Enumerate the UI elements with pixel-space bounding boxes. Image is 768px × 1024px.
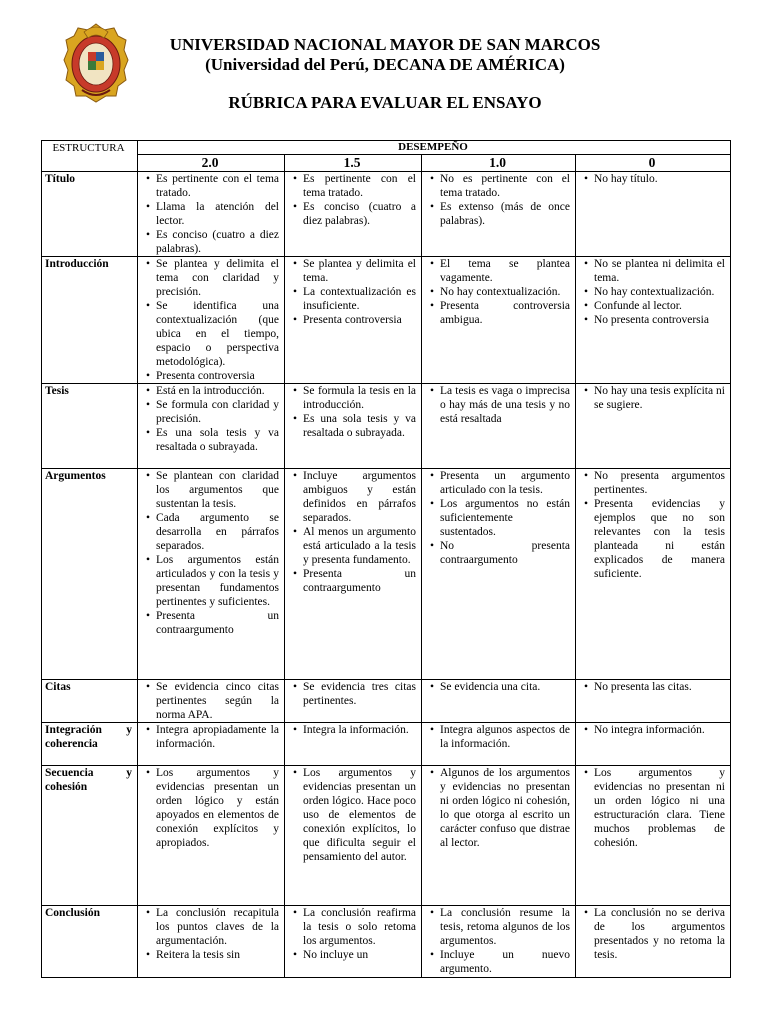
descriptor-cell [422,172,576,257]
descriptor-item: • No presenta contraargumento [440,539,570,567]
descriptor-list [288,723,416,737]
descriptor-cell [576,766,731,906]
descriptor-item: • Presenta un contraargumento [303,567,416,595]
table-row [42,384,731,469]
descriptor-cell [422,766,576,906]
descriptor-item: • No presenta argumentos pertinentes. [594,469,725,497]
descriptor-cell [138,384,285,469]
descriptor-list [141,257,279,383]
descriptor-cell [576,469,731,680]
descriptor-item: • Integra algunos aspectos de la información. [440,723,570,751]
criterion-cell: Tesis [42,384,138,469]
table-row [42,257,731,384]
descriptor-list [425,680,570,694]
document-title: RÚBRICA PARA EVALUAR EL ENSAYO [228,93,542,112]
table-row [42,723,731,766]
score-header-row [42,155,731,172]
descriptor-item: • Se plantea y delimita el tema. [303,257,416,285]
score-header: 1.0 [422,155,576,172]
university-seal-logo [60,20,132,106]
descriptor-item: • Se plantea y delimita el tema con claridad y precisión. [156,257,279,299]
descriptor-cell [138,172,285,257]
descriptor-cell [138,257,285,384]
descriptor-list [579,257,725,327]
descriptor-list [288,680,416,708]
descriptor-item: • Se evidencia cinco citas pertinentes según la norma APA. [156,680,279,722]
rubric-body [42,172,731,978]
descriptor-item: • No incluye un [303,948,416,962]
descriptor-item: • Los argumentos y evidencias presentan un orden lógico y están apoyados en elementos de conexión explícitos y apropiados. [156,766,279,850]
descriptor-list [579,384,725,412]
criterion-cell: Argumentos [42,469,138,680]
descriptor-cell [576,680,731,723]
descriptor-item: • Se formula con claridad y precisión. [156,398,279,426]
descriptor-item: • Los argumentos y evidencias no presentan ni un orden lógico ni una estructuración clara. Tiene muchos problemas de cohesión. [594,766,725,850]
descriptor-item: • Se plantean con claridad los argumentos que sustentan la tesis. [156,469,279,511]
descriptor-item: • No hay contextualización. [440,285,570,299]
header-row [42,141,731,155]
descriptor-item: • Los argumentos y evidencias presentan un orden lógico. Hace poco uso de elementos de conexión explícitos, lo que dificulta seguir el pensamiento del autor. [303,766,416,864]
descriptor-item: • Es extenso (más de once palabras). [440,200,570,228]
descriptor-item: • Está en la introducción. [156,384,279,398]
descriptor-item: • No hay título. [594,172,725,186]
descriptor-item: • No se plantea ni delimita el tema. [594,257,725,285]
descriptor-list [579,172,725,186]
descriptor-list [579,469,725,581]
descriptor-item: • Incluye argumentos ambiguos y están definidos en párrafos separados. [303,469,416,525]
descriptor-item: • Es conciso (cuatro a diez palabras). [303,200,416,228]
descriptor-item: • Integra la información. [303,723,416,737]
descriptor-list [141,723,279,751]
descriptor-list [288,384,416,440]
descriptor-item: • Llama la atención del lector. [156,200,279,228]
table-row [42,680,731,723]
descriptor-item: • No es pertinente con el tema tratado. [440,172,570,200]
criterion-cell: Introducción [42,257,138,384]
descriptor-item: • Reitera la tesis sin [156,948,279,962]
university-subtitle: (Universidad del Perú, DECANA DE AMÉRICA) [205,55,565,74]
descriptor-item: • No presenta las citas. [594,680,725,694]
descriptor-item: • Incluye un nuevo argumento. [440,948,570,976]
descriptor-cell [285,384,422,469]
descriptor-cell [138,680,285,723]
descriptor-cell [422,723,576,766]
descriptor-list [288,469,416,595]
descriptor-list [425,172,570,228]
descriptor-item: • Presenta controversia [156,369,279,383]
descriptor-item: • La conclusión resume la tesis, retoma algunos de los argumentos. [440,906,570,948]
descriptor-list [425,906,570,976]
performance-header: DESEMPEÑO [138,141,731,155]
descriptor-cell [576,172,731,257]
descriptor-item: • Cada argumento se desarrolla en párrafos separados. [156,511,279,553]
descriptor-item: • Presenta un argumento articulado con la tesis. [440,469,570,497]
descriptor-list [288,906,416,962]
descriptor-item: • No integra información. [594,723,725,737]
table-row [42,469,731,680]
descriptor-list [141,469,279,637]
descriptor-item: • La tesis es vaga o imprecisa o hay más de una tesis y no está resaltada [440,384,570,426]
descriptor-item: • Es una sola tesis y va resaltada o subrayada. [156,426,279,454]
descriptor-item: • Algunos de los argumentos y evidencias no presentan ni orden lógico ni cohesión, lo que otorga al escrito un carácter confuso que distrae al lector. [440,766,570,850]
descriptor-item: • Es pertinente con el tema tratado. [156,172,279,200]
descriptor-cell [422,384,576,469]
descriptor-item: • La conclusión reafirma la tesis o solo retoma los argumentos. [303,906,416,948]
descriptor-item: • Confunde al lector. [594,299,725,313]
descriptor-item: • El tema se plantea vagamente. [440,257,570,285]
score-header: 2.0 [138,155,285,172]
descriptor-item: • Integra apropiadamente la información. [156,723,279,751]
table-row [42,766,731,906]
descriptor-list [579,723,725,737]
descriptor-cell [285,906,422,978]
descriptor-list [425,469,570,567]
criterion-cell: Integración y coherencia [42,723,138,766]
descriptor-item: • No presenta controversia [594,313,725,327]
structure-header: ESTRUCTURA [42,141,138,172]
descriptor-item: • Se evidencia una cita. [440,680,570,694]
descriptor-item: • Se evidencia tres citas pertinentes. [303,680,416,708]
descriptor-cell [285,469,422,680]
table-row [42,172,731,257]
descriptor-list [288,766,416,864]
score-header: 1.5 [285,155,422,172]
descriptor-list [579,766,725,850]
descriptor-item: • Es pertinente con el tema tratado. [303,172,416,200]
score-header: 0 [576,155,731,172]
descriptor-cell [285,766,422,906]
descriptor-list [141,384,279,454]
descriptor-item: • La contextualización es insuficiente. [303,285,416,313]
descriptor-item: • Es una sola tesis y va resaltada o subrayada. [303,412,416,440]
descriptor-item: • Los argumentos no están suficientemente sustentados. [440,497,570,539]
descriptor-cell [422,469,576,680]
descriptor-list [141,766,279,850]
descriptor-item: • Los argumentos están articulados y con la tesis y presentan fundamentos pertinentes y suficientes. [156,553,279,609]
descriptor-list [141,906,279,962]
descriptor-cell [422,257,576,384]
descriptor-item: • Presenta evidencias y ejemplos que no son relevantes con la tesis planteada ni están explicados de manera suficiente. [594,497,725,581]
descriptor-item: • Presenta un contraargumento [156,609,279,637]
descriptor-item: • Presenta controversia [303,313,416,327]
descriptor-list [425,384,570,426]
table-row [42,906,731,978]
criterion-cell: Título [42,172,138,257]
descriptor-cell [285,257,422,384]
descriptor-item: • Es conciso (cuatro a diez palabras). [156,228,279,256]
descriptor-cell [576,384,731,469]
descriptor-cell [138,766,285,906]
descriptor-cell [576,723,731,766]
descriptor-item: • No hay una tesis explícita ni se sugiere. [594,384,725,412]
descriptor-list [579,680,725,694]
descriptor-list [288,257,416,327]
descriptor-cell [576,906,731,978]
criterion-cell: Citas [42,680,138,723]
descriptor-cell [576,257,731,384]
descriptor-item: • La conclusión recapitula los puntos claves de la argumentación. [156,906,279,948]
descriptor-list [425,723,570,751]
descriptor-item: • Al menos un argumento está articulado a la tesis y presenta fundamento. [303,525,416,567]
university-name: UNIVERSIDAD NACIONAL MAYOR DE SAN MARCOS [169,35,601,54]
descriptor-list [425,257,570,327]
descriptor-item: • Se identifica una contextualización (que ubica en el tiempo, espacio o perspectiva metodológica). [156,299,279,369]
descriptor-list [288,172,416,228]
descriptor-cell [285,723,422,766]
descriptor-cell [285,680,422,723]
descriptor-item: • No hay contextualización. [594,285,725,299]
descriptor-cell [422,906,576,978]
descriptor-list [141,680,279,722]
descriptor-cell [285,172,422,257]
rubric-table [41,140,731,978]
descriptor-item: • Presenta controversia ambigua. [440,299,570,327]
descriptor-list [579,906,725,962]
criterion-cell: Secuencia y cohesión [42,766,138,906]
descriptor-cell [138,469,285,680]
descriptor-cell [138,906,285,978]
descriptor-cell [422,680,576,723]
descriptor-list [141,172,279,256]
descriptor-list [425,766,570,850]
descriptor-item: • Se formula la tesis en la introducción. [303,384,416,412]
descriptor-item: • La conclusión no se deriva de los argumentos presentados y no retoma la tesis. [594,906,725,962]
descriptor-cell [138,723,285,766]
criterion-cell: Conclusión [42,906,138,978]
